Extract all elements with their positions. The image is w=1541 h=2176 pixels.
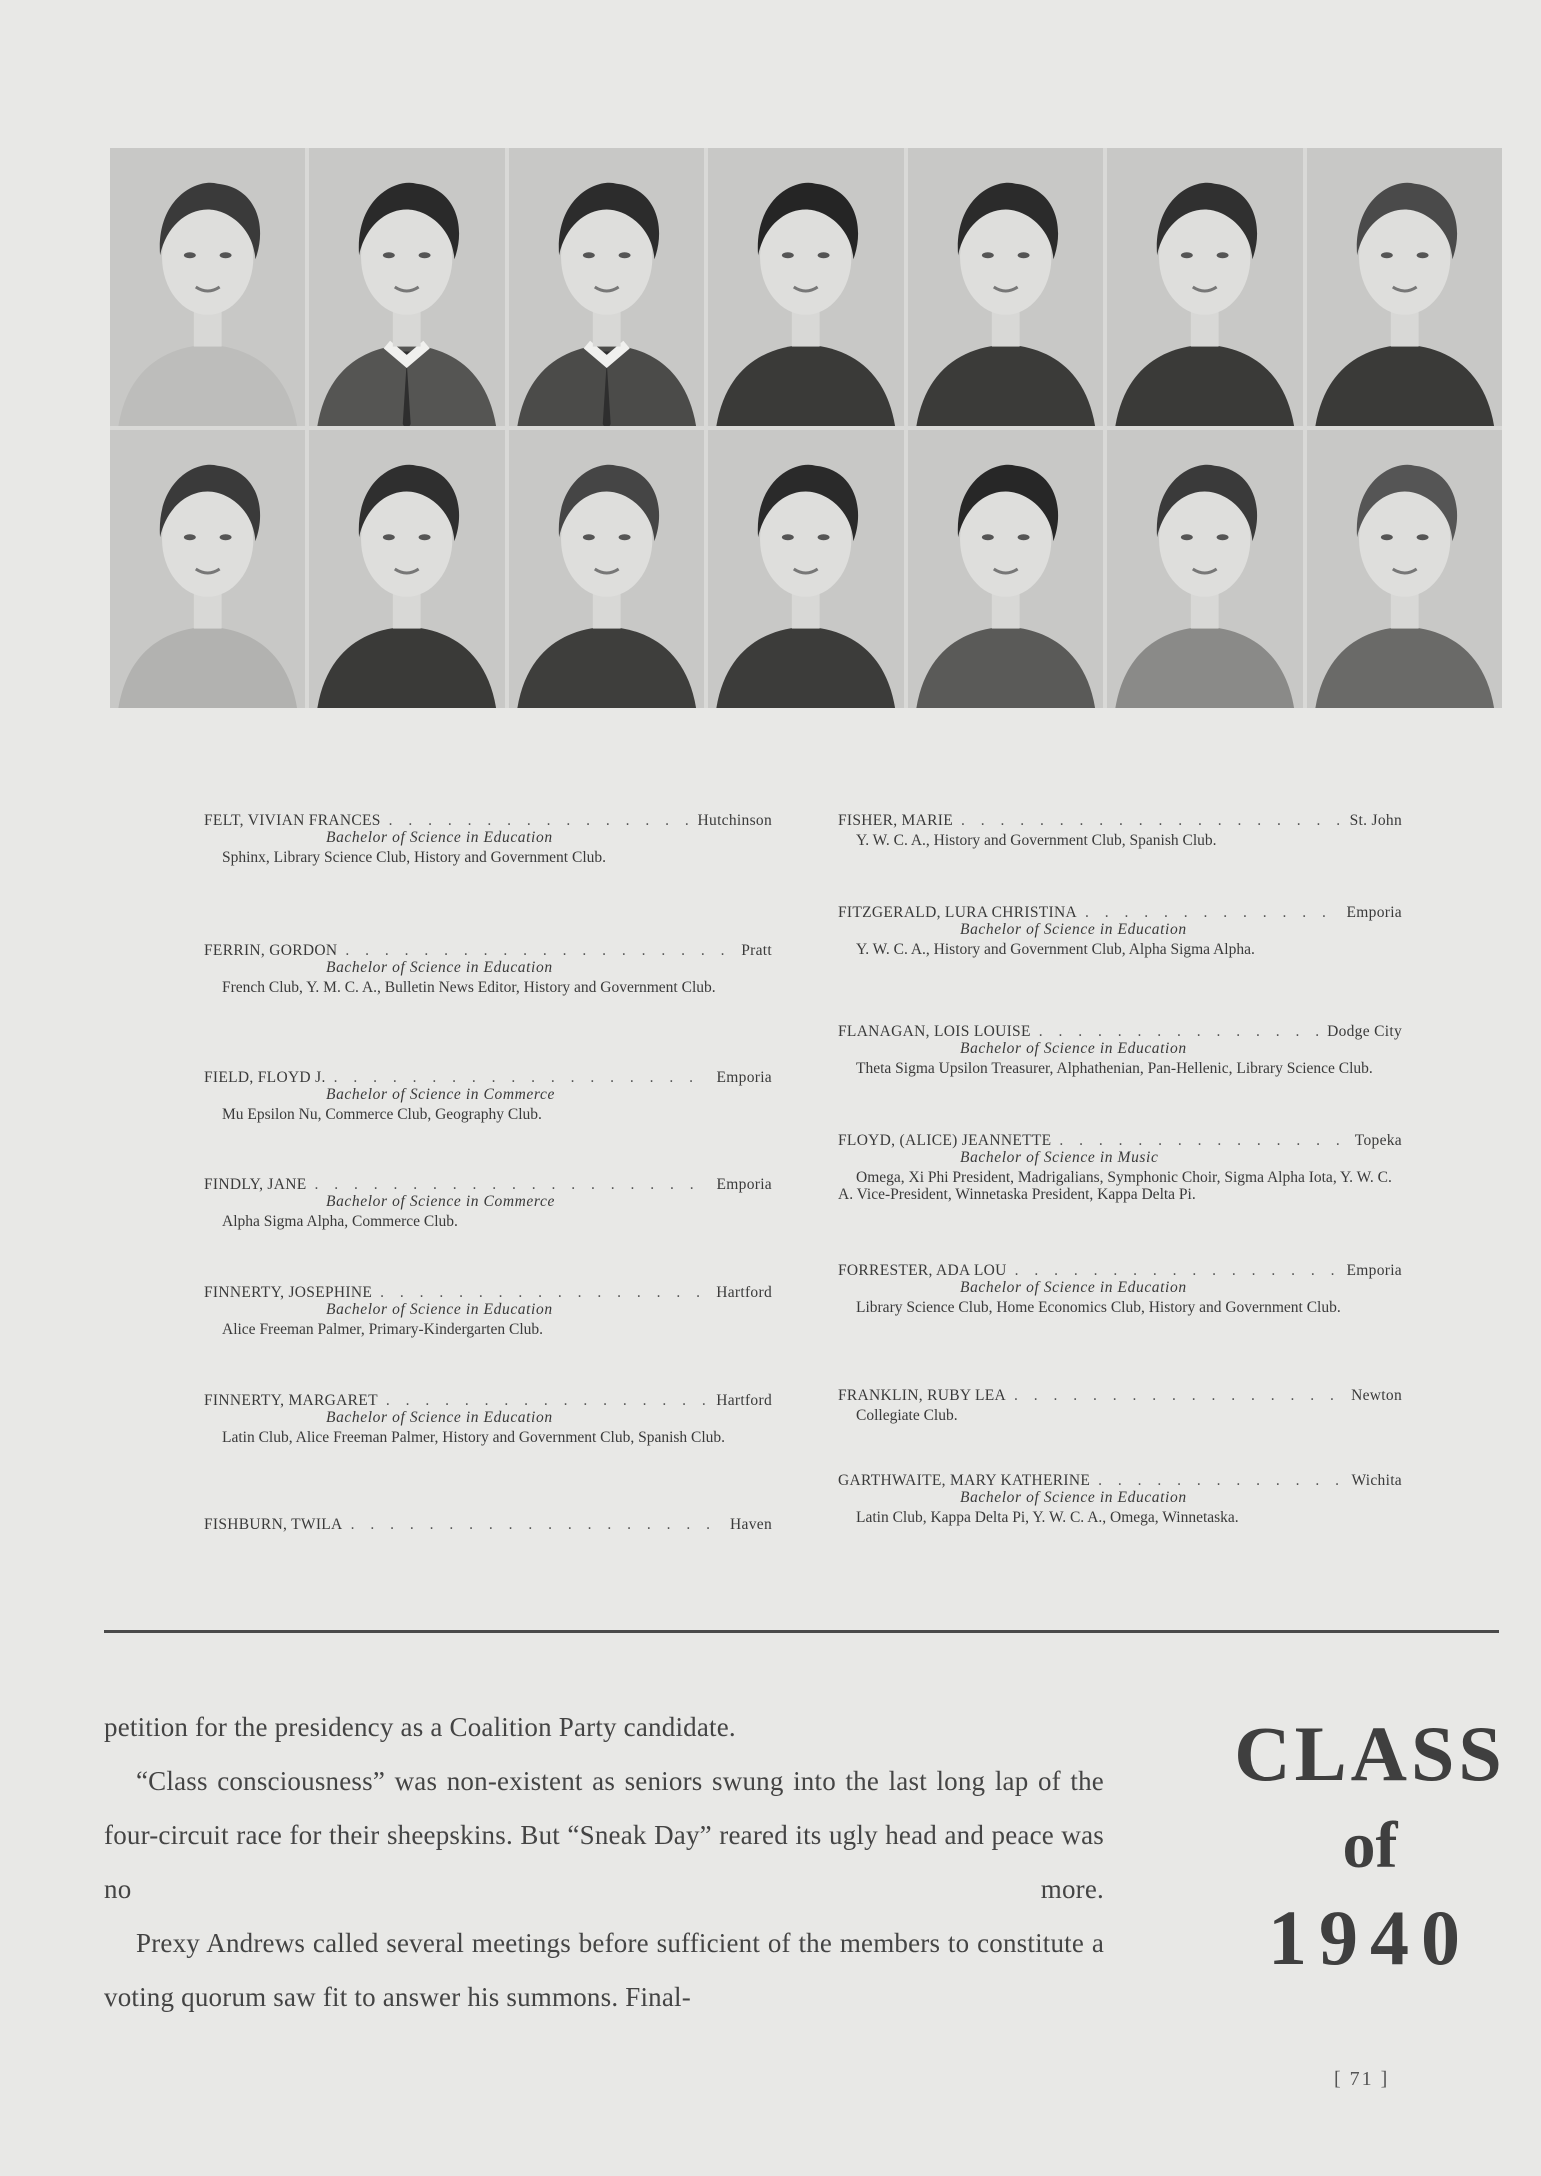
graduate-entry <box>838 904 1402 958</box>
graduate-activities: Theta Sigma Upsilon Treasurer, Alphathenian, Pan-Hellenic, Library Science Club. <box>856 1060 1373 1077</box>
graduate-activities: Y. W. C. A., History and Government Club, Spanish Club. <box>856 832 1217 849</box>
graduate-hometown: St. John <box>1349 812 1402 829</box>
graduate-activities: Collegiate Club. <box>856 1407 958 1424</box>
graduate-activities: French Club, Y. M. C. A., Bulletin News Editor, History and Government Club. <box>222 979 716 996</box>
graduate-entry <box>838 1132 1402 1203</box>
portrait-photo <box>708 430 903 708</box>
graduate-name: FIELD, FLOYD J. <box>204 1069 326 1086</box>
graduate-degree: Bachelor of Science in Education <box>326 1409 553 1426</box>
entry-name-line <box>204 1516 772 1533</box>
portrait-photo <box>509 430 704 708</box>
graduate-name: FISHER, MARIE <box>838 812 953 829</box>
class-title-line-1: CLASS <box>1234 1710 1506 1797</box>
leader-dots <box>315 1176 709 1193</box>
portrait-silhouette-icon <box>908 148 1103 426</box>
page-number: [ 71 ] <box>1334 2068 1390 2090</box>
graduate-entry <box>838 1387 1402 1424</box>
entry-name-line <box>838 1387 1402 1404</box>
entry-name-line <box>204 942 772 959</box>
graduate-hometown: Emporia <box>1346 1262 1402 1279</box>
portrait-photo <box>908 430 1103 708</box>
graduate-name: FLANAGAN, LOIS LOUISE <box>838 1023 1031 1040</box>
graduate-name: FISHBURN, TWILA <box>204 1516 343 1533</box>
leader-dots <box>1085 904 1339 921</box>
leader-dots <box>351 1516 722 1533</box>
graduate-hometown: Dodge City <box>1327 1023 1402 1040</box>
graduate-hometown: Hutchinson <box>697 812 772 829</box>
graduate-entry <box>204 1516 772 1533</box>
class-title-line-3: 1940 <box>1268 1894 1472 1981</box>
graduate-hometown: Hartford <box>716 1392 772 1409</box>
portrait-silhouette-icon <box>908 430 1103 708</box>
portrait-silhouette-icon <box>110 148 305 426</box>
graduate-entry <box>838 1262 1402 1316</box>
portrait-silhouette-icon <box>509 148 704 426</box>
graduate-activities: Latin Club, Kappa Delta Pi, Y. W. C. A., Omega, Winnetaska. <box>856 1509 1239 1526</box>
leader-dots <box>1098 1472 1343 1489</box>
entry-name-line <box>204 1392 772 1409</box>
leader-dots <box>1015 1262 1339 1279</box>
graduate-degree: Bachelor of Science in Education <box>326 829 553 846</box>
graduate-name: FITZGERALD, LURA CHRISTINA <box>838 904 1078 921</box>
portrait-silhouette-icon <box>1107 430 1302 708</box>
portrait-silhouette-icon <box>708 430 903 708</box>
graduate-hometown: Emporia <box>716 1176 772 1193</box>
graduate-entry <box>204 812 772 866</box>
portrait-photo <box>1307 430 1502 708</box>
portrait-silhouette-icon <box>309 430 504 708</box>
entry-name-line <box>838 812 1402 829</box>
portrait-photo <box>908 148 1103 426</box>
graduate-entry <box>838 1472 1402 1526</box>
graduate-degree: Bachelor of Science in Education <box>326 959 553 976</box>
graduate-activities: Mu Epsilon Nu, Commerce Club, Geography Club. <box>222 1106 542 1123</box>
entry-name-line <box>838 1132 1402 1149</box>
leader-dots <box>386 1392 708 1409</box>
graduate-hometown: Emporia <box>716 1069 772 1086</box>
graduate-hometown: Topeka <box>1354 1132 1402 1149</box>
graduate-name: FERRIN, GORDON <box>204 942 338 959</box>
entry-name-line <box>838 1023 1402 1040</box>
graduate-hometown: Pratt <box>741 942 772 959</box>
leader-dots <box>1039 1023 1319 1040</box>
graduate-activities: Sphinx, Library Science Club, History and Government Club. <box>222 849 606 866</box>
graduate-activities: Alice Freeman Palmer, Primary-Kindergarten Club. <box>222 1321 544 1338</box>
graduate-name: FINNERTY, JOSEPHINE <box>204 1284 373 1301</box>
portrait-silhouette-icon <box>1107 148 1302 426</box>
graduate-hometown: Haven <box>730 1516 772 1533</box>
portrait-photo <box>309 148 504 426</box>
graduate-activities: Library Science Club, Home Economics Club, History and Government Club. <box>856 1299 1341 1316</box>
leader-dots <box>389 812 690 829</box>
graduate-degree: Bachelor of Science in Commerce <box>326 1086 555 1103</box>
entry-name-line <box>204 812 772 829</box>
graduate-activities: Latin Club, Alice Freeman Palmer, History and Government Club, Spanish Club. <box>222 1429 726 1446</box>
graduate-name: FINDLY, JANE <box>204 1176 307 1193</box>
graduate-degree: Bachelor of Science in Education <box>960 1279 1187 1296</box>
entry-name-line <box>204 1284 772 1301</box>
graduate-hometown: Emporia <box>1346 904 1402 921</box>
graduate-name: FELT, VIVIAN FRANCES <box>204 812 381 829</box>
graduate-entry <box>838 812 1402 849</box>
graduate-activities: Omega, Xi Phi President, Madrigalians, Symphonic Choir, Sigma Alpha Iota, Y. W. C. A. Vice-President, Winnetaska President, Kappa Delta Pi. <box>838 1169 1392 1203</box>
entry-name-line <box>838 904 1402 921</box>
graduate-name: FLOYD, (ALICE) JEANNETTE <box>838 1132 1052 1149</box>
leader-dots <box>961 812 1342 829</box>
portrait-photo <box>110 430 305 708</box>
graduate-degree: Bachelor of Science in Music <box>960 1149 1159 1166</box>
graduate-name: FINNERTY, MARGARET <box>204 1392 378 1409</box>
graduate-degree: Bachelor of Science in Education <box>960 921 1187 938</box>
portrait-silhouette-icon <box>708 148 903 426</box>
entry-name-line <box>838 1262 1402 1279</box>
portrait-silhouette-icon <box>1307 148 1502 426</box>
portrait-photo <box>309 430 504 708</box>
narrative-text <box>104 1700 1104 2024</box>
portrait-silhouette-icon <box>1307 430 1502 708</box>
graduate-entry <box>204 942 772 996</box>
leader-dots <box>334 1069 709 1086</box>
portrait-grid <box>110 148 1502 708</box>
portrait-photo <box>509 148 704 426</box>
graduate-entry <box>204 1392 772 1446</box>
leader-dots <box>1059 1132 1346 1149</box>
graduate-hometown: Newton <box>1351 1387 1402 1404</box>
graduate-entry <box>838 1023 1402 1077</box>
graduate-degree: Bachelor of Science in Education <box>960 1040 1187 1057</box>
portrait-silhouette-icon <box>110 430 305 708</box>
graduate-name: FRANKLIN, RUBY LEA <box>838 1387 1007 1404</box>
entry-name-line <box>204 1069 772 1086</box>
graduate-name: GARTHWAITE, MARY KATHERINE <box>838 1472 1091 1489</box>
entry-name-line <box>838 1472 1402 1489</box>
leader-dots <box>345 942 733 959</box>
portrait-silhouette-icon <box>309 148 504 426</box>
portrait-photo <box>708 148 903 426</box>
leader-dots <box>380 1284 708 1301</box>
graduate-degree: Bachelor of Science in Education <box>326 1301 553 1318</box>
graduate-entry <box>204 1069 772 1123</box>
entry-name-line <box>204 1176 772 1193</box>
graduate-entry <box>204 1176 772 1230</box>
graduate-entry <box>204 1284 772 1338</box>
graduate-activities: Y. W. C. A., History and Government Club, Alpha Sigma Alpha. <box>856 941 1255 958</box>
class-title-line-2: of <box>1342 1809 1398 1882</box>
narrative-paragraph-1: petition for the presidency as a Coalition Party candidate. <box>104 1712 736 1742</box>
leader-dots <box>1014 1387 1343 1404</box>
graduate-hometown: Hartford <box>716 1284 772 1301</box>
section-divider <box>104 1630 1499 1633</box>
portrait-photo <box>1107 430 1302 708</box>
portrait-photo <box>110 148 305 426</box>
graduate-hometown: Wichita <box>1351 1472 1402 1489</box>
portrait-silhouette-icon <box>509 430 704 708</box>
graduate-degree: Bachelor of Science in Commerce <box>326 1193 555 1210</box>
portrait-photo <box>1307 148 1502 426</box>
narrative-paragraph-2: “Class consciousness” was non-existent as seniors swung into the last long lap of the four-circuit race for their sheepskins. But “Sneak Day” reared its ugly head and peace was no more. <box>104 1766 1104 1904</box>
narrative-paragraph-3: Prexy Andrews called several meetings before sufficient of the members to constitute a voting quorum saw fit to answer his summons. Final- <box>104 1928 1104 2012</box>
graduate-activities: Alpha Sigma Alpha, Commerce Club. <box>222 1213 458 1230</box>
portrait-photo <box>1107 148 1302 426</box>
graduate-name: FORRESTER, ADA LOU <box>838 1262 1007 1279</box>
class-of-1940-heading <box>1230 1710 1510 1982</box>
graduate-degree: Bachelor of Science in Education <box>960 1489 1187 1506</box>
